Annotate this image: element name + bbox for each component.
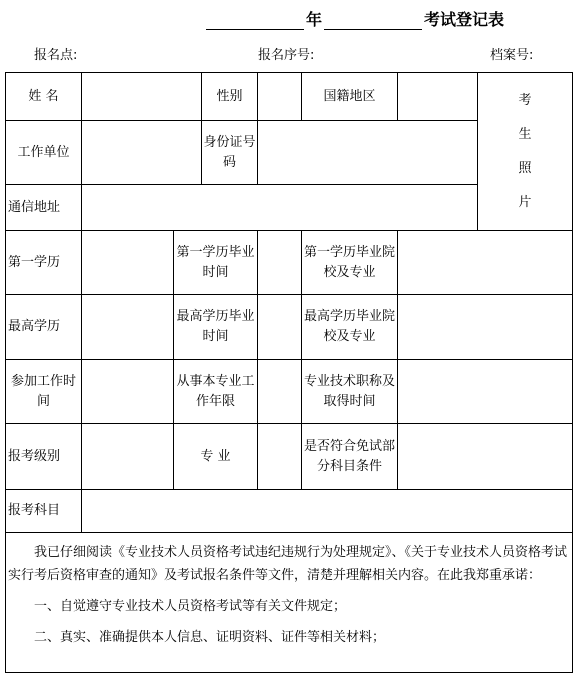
name-input[interactable] — [82, 73, 202, 121]
pledge-item-1: 一、自觉遵守专业技术人员资格考试等有关文件规定； — [34, 599, 347, 614]
title-suffix: 考试登记表 — [424, 10, 505, 29]
registration-no-label: 报名序号: — [258, 48, 315, 63]
work-start-time-label: 参加工作时间 — [6, 360, 82, 424]
id-number-label: 身份证号码 — [202, 121, 258, 185]
exemption-input[interactable] — [398, 424, 573, 490]
form-title — [206, 6, 536, 30]
year-blank[interactable] — [206, 11, 304, 30]
address-input[interactable] — [82, 185, 478, 231]
major-input[interactable] — [258, 424, 302, 490]
major-work-years-label: 从事本专业工作年限 — [174, 360, 258, 424]
highest-degree-label: 最高学历 — [6, 295, 82, 360]
nationality-input[interactable] — [398, 73, 478, 121]
gender-input[interactable] — [258, 73, 302, 121]
year-suffix: 年 — [306, 10, 323, 29]
exam-subjects-label: 报考科目 — [6, 490, 82, 533]
pledge-section — [6, 533, 573, 673]
photo-char-1: 考 — [518, 92, 532, 108]
highest-degree-input[interactable] — [82, 295, 174, 360]
exam-name-blank[interactable] — [324, 11, 422, 30]
exam-level-input[interactable] — [82, 424, 174, 490]
pledge-intro: 我已仔细阅读《专业技术人员资格考试违纪违规行为处理规定》、《关于专业技术人员资格考试实行考后资格审查的通知》及考试报名条件等文件，清楚并理解相关内容。在此我郑重承诺： — [8, 545, 568, 583]
title-and-time-label: 专业技术职称及取得时间 — [302, 360, 398, 424]
photo-char-4: 片 — [518, 194, 532, 210]
photo-char-3: 照 — [518, 160, 532, 176]
registration-site-label: 报名点: — [34, 48, 78, 63]
first-degree-label: 第一学历 — [6, 231, 82, 295]
work-start-time-input[interactable] — [82, 360, 174, 424]
id-number-input[interactable] — [258, 121, 478, 185]
major-work-years-input[interactable] — [258, 360, 302, 424]
first-degree-grad-time-input[interactable] — [258, 231, 302, 295]
first-degree-school-input[interactable] — [398, 231, 573, 295]
photo-box[interactable] — [478, 73, 573, 231]
registration-table — [5, 72, 573, 673]
highest-degree-grad-time-label: 最高学历毕业时间 — [174, 295, 258, 360]
employer-label: 工作单位 — [6, 121, 82, 185]
first-degree-grad-time-label: 第一学历毕业时间 — [174, 231, 258, 295]
highest-degree-grad-time-input[interactable] — [258, 295, 302, 360]
title-and-time-input[interactable] — [398, 360, 573, 424]
gender-label: 性别 — [202, 73, 258, 121]
photo-char-2: 生 — [518, 126, 532, 142]
exemption-label: 是否符合免试部分科目条件 — [302, 424, 398, 490]
employer-input[interactable] — [82, 121, 202, 185]
highest-degree-school-input[interactable] — [398, 295, 573, 360]
archive-no-label: 档案号: — [490, 48, 534, 63]
nationality-label: 国籍地区 — [302, 73, 398, 121]
address-label: 通信地址 — [6, 185, 82, 231]
major-label: 专 业 — [174, 424, 258, 490]
highest-degree-school-label: 最高学历毕业院校及专业 — [302, 295, 398, 360]
exam-level-label: 报考级别 — [6, 424, 82, 490]
first-degree-school-label: 第一学历毕业院校及专业 — [302, 231, 398, 295]
pledge-item-2: 二、真实、准确提供本人信息、证明资料、证件等相关材料； — [34, 630, 386, 645]
first-degree-input[interactable] — [82, 231, 174, 295]
exam-subjects-input[interactable] — [82, 490, 573, 533]
name-label: 姓 名 — [6, 73, 82, 121]
